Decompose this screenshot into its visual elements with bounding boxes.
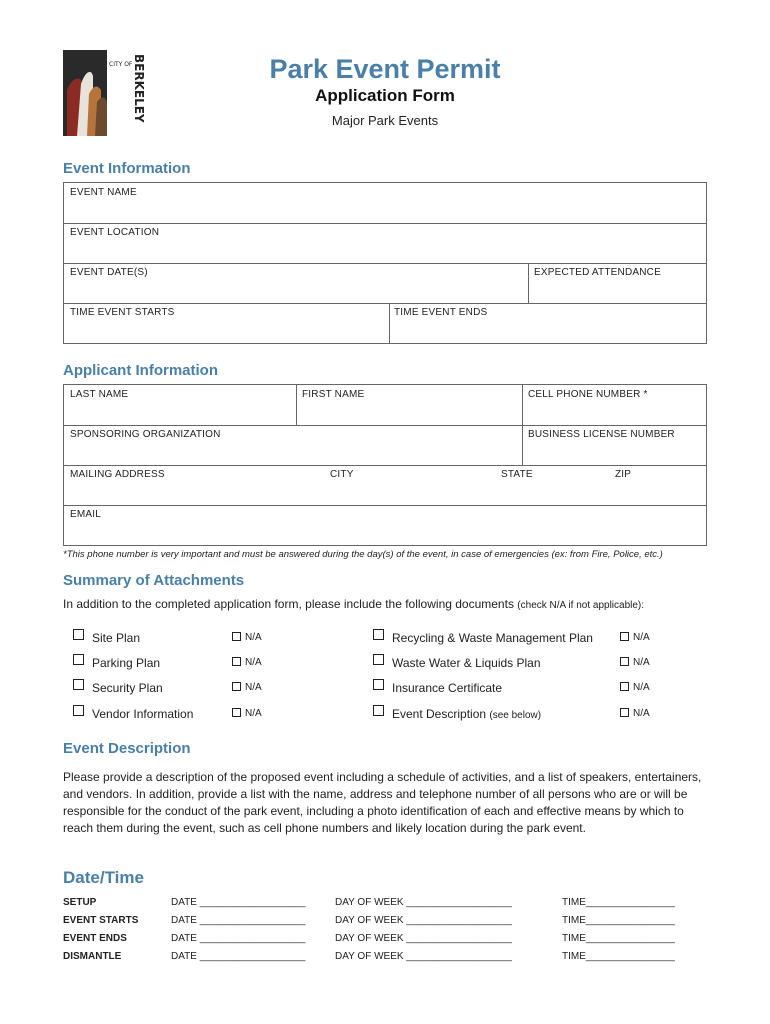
security-plan-label: Security Plan xyxy=(92,681,163,695)
sponsoring-org-field[interactable]: SPONSORING ORGANIZATION xyxy=(70,429,221,440)
dismantle-date-field[interactable]: DATE ___________________ xyxy=(171,951,306,962)
vendor-info-checkbox[interactable] xyxy=(73,705,84,716)
waste-water-plan-checkbox[interactable] xyxy=(373,654,384,665)
datetime-heading: Date/Time xyxy=(63,868,144,887)
applicant-info-heading: Applicant Information xyxy=(63,362,218,379)
event-ends-day-field[interactable]: DAY OF WEEK ___________________ xyxy=(335,933,512,944)
email-field[interactable]: EMAIL xyxy=(70,509,102,520)
state-field[interactable]: STATE xyxy=(501,469,533,480)
waste-water-plan-na-label: N/A xyxy=(633,657,650,668)
last-name-field[interactable]: LAST NAME xyxy=(70,389,129,400)
see-below-note: (see below) xyxy=(489,710,542,721)
applicant-info-table xyxy=(63,384,707,546)
vendor-info-na-label: N/A xyxy=(245,708,262,719)
recycling-plan-na-label: N/A xyxy=(633,632,650,643)
parking-plan-label: Parking Plan xyxy=(92,656,161,670)
site-plan-label: Site Plan xyxy=(92,631,141,645)
time-starts-field[interactable]: TIME EVENT STARTS xyxy=(70,307,175,318)
event-starts-day-field[interactable]: DAY OF WEEK ___________________ xyxy=(335,915,512,926)
business-license-field[interactable]: BUSINESS LICENSE NUMBER xyxy=(528,429,675,440)
page-subsubtitle: Major Park Events xyxy=(331,113,439,128)
event-ends-date-field[interactable]: DATE ___________________ xyxy=(171,933,306,944)
event-description-text: Please provide a description of the proposed event including a schedule of activities, and a list of speakers, entertainers, and vendors. In addition, provide a list with the name, address and telephone number of all persons who are or will be responsible for the conduct of the park event, including a photo identification of each and effective means by which to reach them during the event, such as cell phone numbers and likely location during the park event. xyxy=(63,770,702,835)
site-plan-checkbox[interactable] xyxy=(73,629,84,640)
city-field[interactable]: CITY xyxy=(330,469,354,480)
logo-city-of: CITY OF xyxy=(109,61,133,68)
security-plan-checkbox[interactable] xyxy=(73,679,84,690)
dismantle-day-field[interactable]: DAY OF WEEK ___________________ xyxy=(335,951,512,962)
setup-date-field[interactable]: DATE ___________________ xyxy=(171,897,306,908)
waste-water-plan-na-checkbox[interactable] xyxy=(620,657,629,666)
event-ends-time-field[interactable]: TIME________________ xyxy=(562,933,675,944)
vendor-info-na-checkbox[interactable] xyxy=(232,708,241,717)
recycling-plan-label: Recycling & Waste Management Plan xyxy=(392,631,593,645)
attachments-intro-text: In addition to the completed application form, please include the following documents xyxy=(63,597,514,611)
event-description-na-checkbox[interactable] xyxy=(620,708,629,717)
recycling-plan-na-checkbox[interactable] xyxy=(620,632,629,641)
event-description-checkbox[interactable] xyxy=(373,705,384,716)
insurance-cert-na-checkbox[interactable] xyxy=(620,682,629,691)
parking-plan-na-label: N/A xyxy=(245,657,262,668)
parking-plan-checkbox[interactable] xyxy=(73,654,84,665)
phone-note: *This phone number is very important and must be answered during the day(s) of the event, in case of emergencies (ex: from Fire, Police, etc.) xyxy=(63,549,663,560)
setup-day-field[interactable]: DAY OF WEEK ___________________ xyxy=(335,897,512,908)
event-description-label: Event Description xyxy=(392,707,487,721)
insurance-cert-na-label: N/A xyxy=(633,682,650,693)
attachments-intro-note: (check N/A if not applicable): xyxy=(517,600,645,611)
event-info-heading: Event Information xyxy=(63,160,191,177)
event-ends-label: EVENT ENDS xyxy=(63,933,127,944)
event-starts-label: EVENT STARTS xyxy=(63,915,139,926)
mailing-address-field[interactable]: MAILING ADDRESS xyxy=(70,469,165,480)
event-name-field[interactable]: EVENT NAME xyxy=(70,187,137,198)
event-location-field[interactable]: EVENT LOCATION xyxy=(70,227,160,238)
site-plan-na-checkbox[interactable] xyxy=(232,632,241,641)
insurance-cert-label: Insurance Certificate xyxy=(392,681,503,695)
event-starts-date-field[interactable]: DATE ___________________ xyxy=(171,915,306,926)
first-name-field[interactable]: FIRST NAME xyxy=(302,389,365,400)
setup-label: SETUP xyxy=(63,897,97,908)
event-description-na-label: N/A xyxy=(633,708,650,719)
vendor-info-label: Vendor Information xyxy=(92,707,194,721)
event-description-item xyxy=(392,707,541,721)
event-dates-field[interactable]: EVENT DATE(S) xyxy=(70,267,148,278)
cell-phone-field[interactable]: CELL PHONE NUMBER * xyxy=(528,389,648,400)
page-subtitle: Application Form xyxy=(315,86,455,105)
page-title: Park Event Permit xyxy=(269,54,501,84)
attachments-heading: Summary of Attachments xyxy=(63,572,245,589)
parking-plan-na-checkbox[interactable] xyxy=(232,657,241,666)
dismantle-label: DISMANTLE xyxy=(63,951,122,962)
waste-water-plan-label: Waste Water & Liquids Plan xyxy=(392,656,541,670)
setup-time-field[interactable]: TIME________________ xyxy=(562,897,675,908)
attachments-intro xyxy=(63,596,713,614)
event-info-table xyxy=(63,182,707,344)
expected-attendance-field[interactable]: EXPECTED ATTENDANCE xyxy=(534,267,661,278)
insurance-cert-checkbox[interactable] xyxy=(373,679,384,690)
logo-berkeley: BERKELEY xyxy=(132,54,146,123)
event-description-heading: Event Description xyxy=(63,740,191,757)
security-plan-na-checkbox[interactable] xyxy=(232,682,241,691)
time-ends-field[interactable]: TIME EVENT ENDS xyxy=(394,307,488,318)
security-plan-na-label: N/A xyxy=(245,682,262,693)
dismantle-time-field[interactable]: TIME________________ xyxy=(562,951,675,962)
recycling-plan-checkbox[interactable] xyxy=(373,629,384,640)
site-plan-na-label: N/A xyxy=(245,632,262,643)
zip-field[interactable]: ZIP xyxy=(615,469,632,480)
event-starts-time-field[interactable]: TIME________________ xyxy=(562,915,675,926)
